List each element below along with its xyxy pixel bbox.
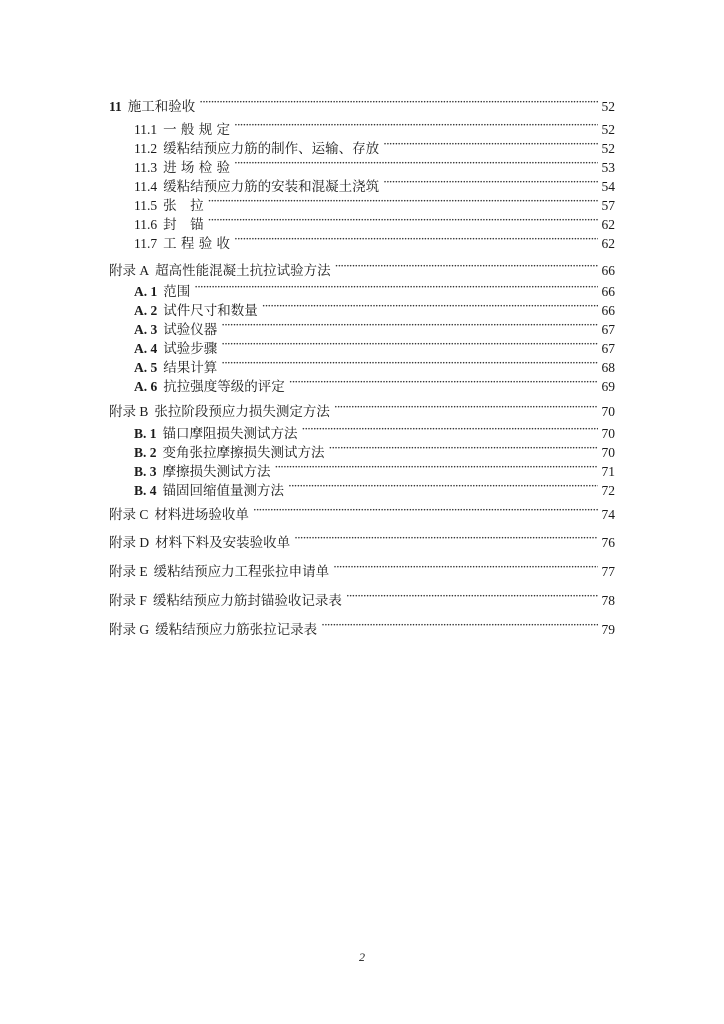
toc-leader-dots [333, 558, 597, 576]
toc-entry-number: 附录 D [109, 535, 150, 550]
toc-leader-dots [221, 316, 597, 334]
toc-entry-number: A. 6 [134, 379, 158, 394]
toc-leader-dots [221, 354, 597, 372]
toc-entry-number: B. 3 [134, 464, 157, 479]
toc-leader-dots [208, 192, 598, 210]
toc-entry-number: 附录 E [109, 564, 148, 579]
toc-entry-page: 76 [601, 535, 615, 550]
toc-entry-page: 54 [601, 179, 615, 194]
toc-leader-dots [335, 257, 598, 275]
toc-entry-title: 材料下料及安装验收单 [155, 535, 291, 551]
toc-entry-title: 施工和验收 [127, 99, 196, 115]
toc-entry-page: 78 [601, 593, 615, 608]
toc-entry-page: 53 [601, 160, 615, 175]
toc-chapter-entry[interactable] [109, 529, 615, 552]
toc-leader-dots [262, 297, 598, 315]
toc-entry-title: 变角张拉摩擦损失测试方法 [162, 445, 325, 461]
toc-entry-page: 71 [601, 464, 615, 479]
toc-leader-dots [288, 477, 597, 495]
toc-leader-dots [234, 154, 598, 172]
toc-entry-title: 超高性能混凝土抗拉试验方法 [155, 263, 331, 279]
toc-entry-number: A. 2 [134, 303, 158, 318]
toc-entry-number: 附录 F [109, 593, 147, 608]
toc-entry-page: 57 [601, 198, 615, 213]
toc-leader-dots [329, 439, 598, 457]
toc-entry-page: 67 [601, 322, 615, 337]
toc-entry-page: 68 [601, 360, 615, 375]
toc-entry-title: 抗拉强度等级的评定 [163, 379, 285, 395]
toc-leader-dots [208, 211, 598, 229]
toc-entry-title: 试验步骤 [163, 341, 218, 357]
toc-leader-dots [253, 501, 598, 519]
toc-entry-page: 70 [601, 426, 615, 441]
toc-entry-page: 62 [601, 217, 615, 232]
toc-leader-dots [221, 335, 597, 353]
toc-entry-title: 缓粘结预应力筋封锚验收记录表 [152, 593, 342, 609]
toc-chapter-entry[interactable] [109, 501, 615, 524]
toc-leader-dots [234, 230, 598, 248]
toc-section-entry[interactable] [134, 230, 615, 253]
toc-entry-number: B. 4 [134, 483, 157, 498]
toc-entry-number: 附录 A [109, 263, 150, 278]
toc-entry-number: 11.2 [134, 141, 158, 156]
toc-entry-page: 69 [601, 379, 615, 394]
toc-entry-title: 缓粘结预应力筋张拉记录表 [155, 622, 318, 638]
toc-entry-title: 范围 [163, 284, 191, 300]
toc-entry-number: 11.6 [134, 217, 158, 232]
toc-entry-title: 进 场 检 验 [163, 160, 230, 176]
toc-leader-dots [294, 529, 597, 547]
toc-entry-number: 附录 G [109, 622, 150, 637]
toc-leader-dots [199, 93, 597, 111]
toc-chapter-entry[interactable] [109, 558, 615, 581]
toc-entry-number: A. 3 [134, 322, 158, 337]
toc-leader-dots [383, 173, 597, 191]
toc-section-entry[interactable] [134, 477, 615, 500]
toc-entry-page: 66 [601, 263, 615, 278]
toc-entry-title: 缓粘结预应力筋的制作、运输、存放 [163, 141, 380, 157]
toc-leader-dots [334, 398, 598, 416]
toc-entry-number: 11.7 [134, 236, 158, 251]
toc-leader-dots [346, 587, 598, 605]
toc-leader-dots [194, 278, 597, 296]
toc-entry-page: 52 [601, 99, 615, 114]
toc-entry-number: A. 1 [134, 284, 158, 299]
toc-entry-title: 张 拉 [163, 198, 204, 214]
toc-entry-page: 70 [601, 445, 615, 460]
toc-entry-title: 摩擦损失测试方法 [162, 464, 271, 480]
toc-entry-number: B. 2 [134, 445, 157, 460]
toc-entry-page: 52 [601, 122, 615, 137]
toc-leader-dots [321, 616, 597, 634]
toc-entry-page: 67 [601, 341, 615, 356]
toc-entry-title: 封 锚 [163, 217, 204, 233]
toc-entry-page: 77 [601, 564, 615, 579]
toc-entry-page: 72 [601, 483, 615, 498]
toc-entry-title: 试验仪器 [163, 322, 218, 338]
toc-entry-page: 70 [601, 404, 615, 419]
toc-entry-number: 11.3 [134, 160, 158, 175]
toc-entry-title: 缓粘结预应力工程张拉申请单 [153, 564, 330, 580]
toc-entry-number: 11.5 [134, 198, 158, 213]
toc-entry-number: B. 1 [134, 426, 157, 441]
toc-entry-title: 锚口摩阻损失测试方法 [162, 426, 298, 442]
toc-entry-number: A. 4 [134, 341, 158, 356]
toc-entry-number: 11 [109, 99, 122, 114]
toc-entry-page: 52 [601, 141, 615, 156]
toc-entry-number: A. 5 [134, 360, 158, 375]
toc-entry-page: 66 [601, 303, 615, 318]
toc-chapter-entry[interactable] [109, 587, 615, 610]
toc-entry-page: 62 [601, 236, 615, 251]
toc-entry-page: 79 [601, 622, 615, 637]
toc-section-entry[interactable] [134, 373, 615, 396]
toc-entry-title: 材料进场验收单 [154, 507, 249, 523]
toc-leader-dots [234, 116, 598, 134]
toc-leader-dots [302, 420, 598, 438]
toc-entry-number: 附录 B [109, 404, 149, 419]
toc-entry-title: 试件尺寸和数量 [163, 303, 258, 319]
toc-chapter-entry[interactable] [109, 616, 615, 639]
toc-entry-page: 74 [601, 507, 615, 522]
page-number: 2 [359, 950, 365, 964]
toc-entry-title: 张拉阶段预应力损失测定方法 [154, 404, 330, 420]
toc-entry-title: 锚固回缩值量测方法 [162, 483, 285, 499]
toc-leader-dots [289, 373, 598, 391]
toc-entry-title: 工 程 验 收 [163, 236, 230, 252]
toc-entry-title: 缓粘结预应力筋的安装和混凝土浇筑 [163, 179, 380, 195]
toc-entry-number: 11.1 [134, 122, 158, 137]
toc-chapter-entry[interactable] [109, 257, 615, 280]
toc-entry-page: 66 [601, 284, 615, 299]
toc-chapter-entry[interactable] [109, 93, 615, 116]
toc-entry-number: 附录 C [109, 507, 149, 522]
toc-entry-title: 一 般 规 定 [163, 122, 230, 138]
toc-chapter-entry[interactable] [109, 398, 615, 421]
toc-leader-dots [275, 458, 598, 476]
toc-entry-number: 11.4 [134, 179, 158, 194]
toc-entry-title: 结果计算 [163, 360, 218, 376]
toc-leader-dots [383, 135, 597, 153]
